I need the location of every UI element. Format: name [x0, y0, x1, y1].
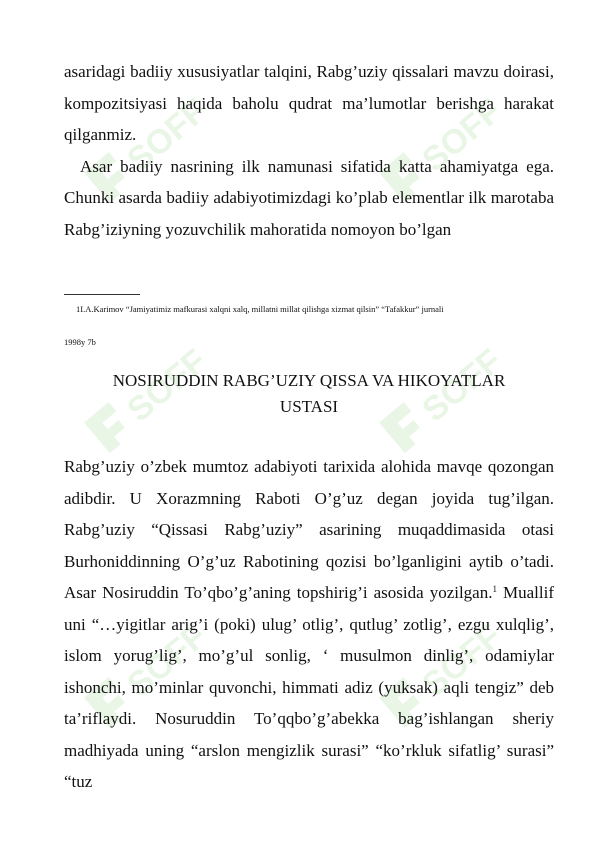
footnote-text: 1I.A.Karimov “Jamiyatimiz mafkurasi xalqni xalq, millatni millat qilishga xizmat qilsin” “Tafakkur” jurnali	[76, 304, 444, 314]
heading-line-2: USTASI	[279, 397, 339, 416]
main-body	[64, 451, 554, 798]
svg-text:SOFF: SOFF	[120, 620, 215, 705]
paragraph-significance: Asar badiiy nasrining ilk namunasi sifatida katta ahamiyatga ega. Chunki asarda badiiy adabiyotimizdagi ko’plab elementlar ilk marotaba Rabg’iziyning yozuvchilik mahoratida nomoyon bo’lgan	[64, 156, 554, 239]
svg-text:SOFF: SOFF	[120, 95, 215, 180]
body-text-part-2: Muallif uni “…yigitlar arig’i (poki) ulug’ otlig’, qutlug’ zotlig’, ezgu xulqlig’, islom yorug’lig’, mo’g’ul sonlig, ‘ musulmon dinlig’, odamiylar ishonchi, mo’minlar quvonchi, himmati adiz (yuksak) aqli tengiz” deb ta’riflaydi. Nosuruddin To’qqbo’g’abekka bag’ishlangan sheriy madhiyada uning “arslon mengizlik surasi” “ko’rkluk sifatlig’ surasi” “tuz	[64, 583, 554, 791]
svg-text:SOFF: SOFF	[415, 620, 510, 705]
footnote-separator	[64, 294, 140, 295]
footnote-continuation: 1998y 7b	[64, 337, 96, 347]
body-text-part-1: Rabg’uziy o’zbek mumtoz adabiyoti tarixida alohida mavqe qozongan adibdir. U Xorazmning Raboti O’g’uz degan joyida tug’ilgan. Rabg’uziy “Qissasi Rabg’uziy” asarining muqaddimasida otasi Burhoniddinning O’g’uz Rabotining qozisi bo’lganligini aytib o’tadi. Asar Nosiruddin To’qbo’g’aning topshirig’i asosida yozilgan.	[64, 457, 554, 602]
top-text	[64, 56, 554, 245]
footnote-marker: 1	[492, 584, 497, 594]
body-paragraph	[64, 451, 554, 798]
svg-text:SOFF: SOFF	[120, 345, 215, 430]
heading-line-1: NOSIRUDDIN RABG’UZIY QISSA VA HIKOYATLAR	[112, 371, 506, 390]
svg-text:SOFF: SOFF	[415, 345, 510, 430]
paragraph-continuation: asaridagi badiiy xususiyatlar talqini, Rabg’uziy qissalari mavzu doirasi, kompozitsiyasi haqida baholu qudrat ma’lumotlar berishga harakat qilganmiz.	[64, 62, 554, 144]
svg-text:SOFF: SOFF	[415, 95, 510, 180]
section-heading	[64, 368, 554, 420]
